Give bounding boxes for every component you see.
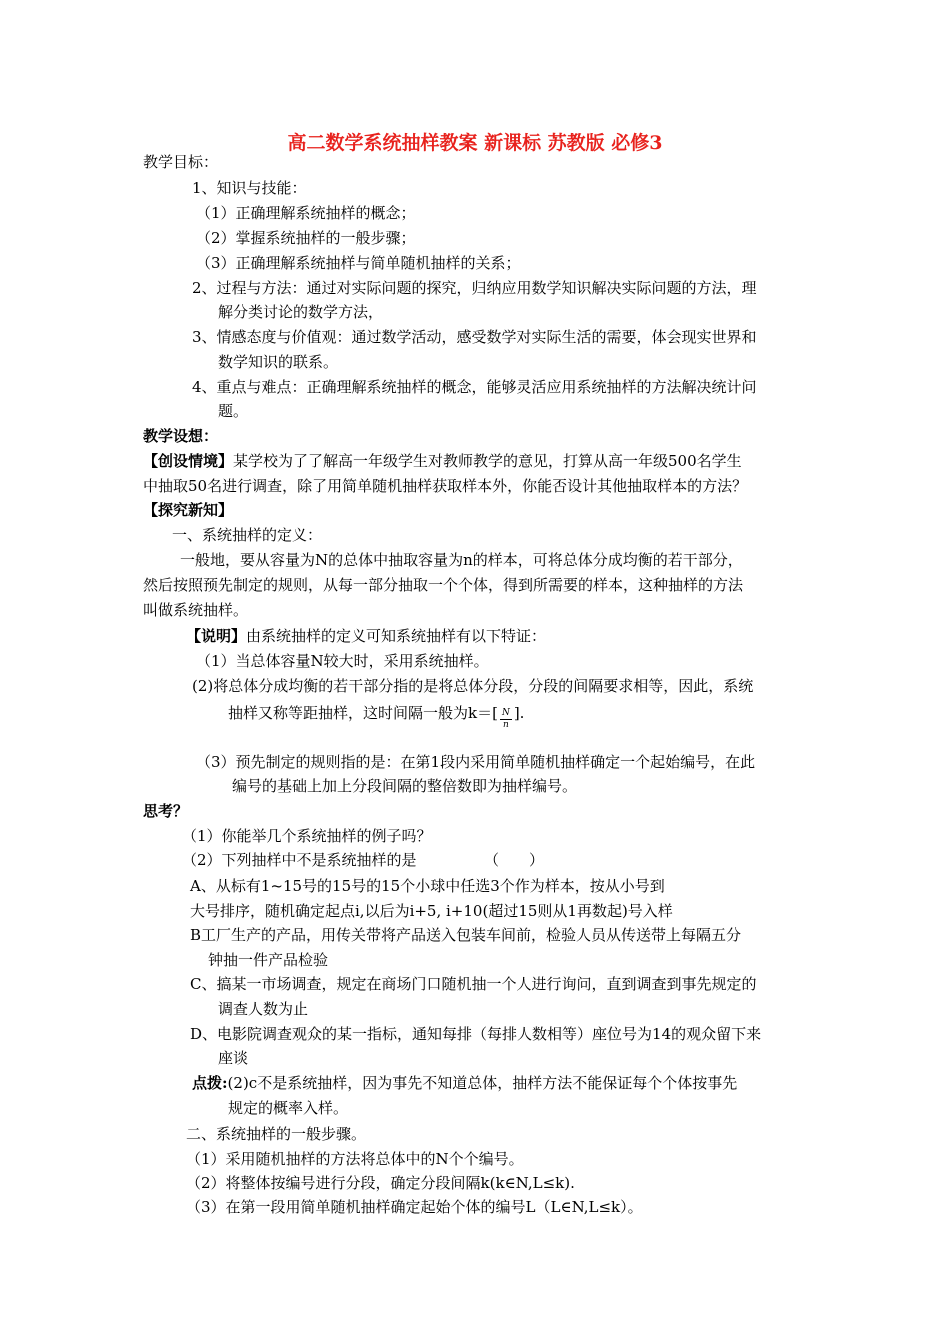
hint-line-1 — [192, 1073, 737, 1093]
option-c-line-1: C、搞某一市场调查，规定在商场门口随机抽一个人进行询问，直到调查到事先规定的 — [190, 975, 757, 993]
hint-line-2: 规定的概率入样。 — [228, 1099, 349, 1117]
option-c-line-2: 调查人数为止 — [218, 1000, 309, 1018]
note-3-line-2: 编号的基础上加上分段间隔的整倍数即为抽样编号。 — [232, 777, 578, 795]
question-2: （2）下列抽样中不是系统抽样的是 （ ） — [182, 851, 545, 869]
option-b-line-2: 钟抽一件产品检验 — [208, 951, 329, 969]
note-label: 【说明】 — [186, 627, 247, 645]
objective-1: 1、知识与技能： — [192, 179, 307, 197]
scene-label: 【创设情境】 — [143, 452, 234, 470]
fraction-denominator: n — [502, 720, 509, 730]
note-1: （1）当总体容量N较大时，采用系统抽样。 — [196, 652, 489, 670]
note-text: 由系统抽样的定义可知系统抽样有以下特证： — [246, 627, 547, 645]
fraction-numerator: N — [501, 708, 510, 718]
think-heading: 思考？ — [143, 802, 189, 820]
note-2-line-2 — [228, 703, 524, 731]
scene-line-2: 中抽取50名进行调查，除了用简单随机抽样获取样本外，你能否设计其他抽取样本的方法？ — [143, 477, 748, 495]
question-1: （1）你能举几个系统抽样的例子吗？ — [182, 827, 432, 845]
objective-2-line-1: 2、过程与方法：通过对实际问题的探究，归纳应用数学知识解决实际问题的方法，理 — [192, 279, 757, 297]
scene-text: 某学校为了了解高一年级学生对教师教学的意见，打算从高一年级500名学生 — [233, 452, 742, 470]
step-2: （2）将整体按编号进行分段，确定分段间隔k(k∈N,L≤k). — [186, 1174, 575, 1192]
step-1: （1）采用随机抽样的方法将总体中的N个个编号。 — [186, 1150, 524, 1168]
design-heading: 教学设想： — [143, 427, 219, 445]
option-d-line-1: D、电影院调查观众的某一指标，通知每排（每排人数相等）座位号为14的观众留下来 — [190, 1025, 762, 1043]
definition-line-1: 一般地，要从容量为N的总体中抽取容量为n的样本，可将总体分成均衡的若干部分， — [180, 551, 743, 569]
objective-4-line-1: 4、重点与难点：正确理解系统抽样的概念，能够灵活应用系统抽样的方法解决统计问 — [192, 378, 757, 396]
note-2-line-1: (2)将总体分成均衡的若干部分指的是将总体分段，分段的间隔要求相等，因此，系统 — [192, 677, 754, 695]
option-a-line-1: A、从标有1~15号的15号的15个小球中任选3个作为样本，按从小号到 — [190, 877, 665, 895]
scene-line-1 — [143, 451, 742, 471]
interval-fraction — [500, 708, 512, 731]
definition-line-2: 然后按照预先制定的规则，从每一部分抽取一个个体，得到所需要的样本，这种抽样的方法 — [143, 576, 744, 594]
note-2-text: 抽样又称等距抽样，这时间隔一般为k＝[ — [228, 704, 498, 722]
objective-3-line-1: 3、情感态度与价值观：通过数学活动，感受数学对实际生活的需要，体会现实世界和 — [192, 328, 757, 346]
option-d-line-2: 座谈 — [218, 1049, 249, 1067]
note-3-line-1: （3）预先制定的规则指的是：在第1段内采用简单随机抽样确定一个起始编号，在此 — [196, 753, 756, 771]
explore-heading: 【探究新知】 — [143, 501, 234, 519]
objective-3-line-2: 数学知识的联系。 — [218, 353, 339, 371]
option-b-line-1: B工厂生产的产品，用传关带将产品送入包装车间前，检验人员从传送带上每隔五分 — [190, 926, 742, 944]
definition-line-3: 叫做系统抽样。 — [143, 601, 249, 619]
definition-heading: 一、系统抽样的定义： — [172, 526, 323, 544]
hint-text: (2)c不是系统抽样，因为事先不知道总体，抽样方法不能保证每个个体按事先 — [227, 1074, 738, 1092]
objectives-heading: 教学目标： — [143, 153, 219, 171]
objective-4-line-2: 题。 — [218, 402, 249, 420]
objective-1-1: （1）正确理解系统抽样的概念； — [196, 204, 416, 222]
objective-1-2: （2）掌握系统抽样的一般步骤； — [196, 229, 416, 247]
step-3: （3）在第一段用简单随机抽样确定起始个体的编号L（L∈N,L≤k）。 — [186, 1198, 643, 1216]
note-line — [186, 626, 546, 646]
steps-heading: 二、系统抽样的一般步骤。 — [186, 1125, 367, 1143]
objective-2-line-2: 解分类讨论的数学方法， — [218, 303, 384, 321]
option-a-line-2: 大号排序，随机确定起点i,以后为i+5, i+10(超过15则从1再数起)号入样 — [190, 902, 673, 920]
document-title: 高二数学系统抽样教案 新课标 苏教版 必修3 — [287, 132, 663, 154]
hint-label: 点拨: — [192, 1074, 228, 1092]
objective-1-3: （3）正确理解系统抽样与简单随机抽样的关系； — [196, 254, 521, 272]
note-2-text-end: ]. — [513, 704, 525, 722]
